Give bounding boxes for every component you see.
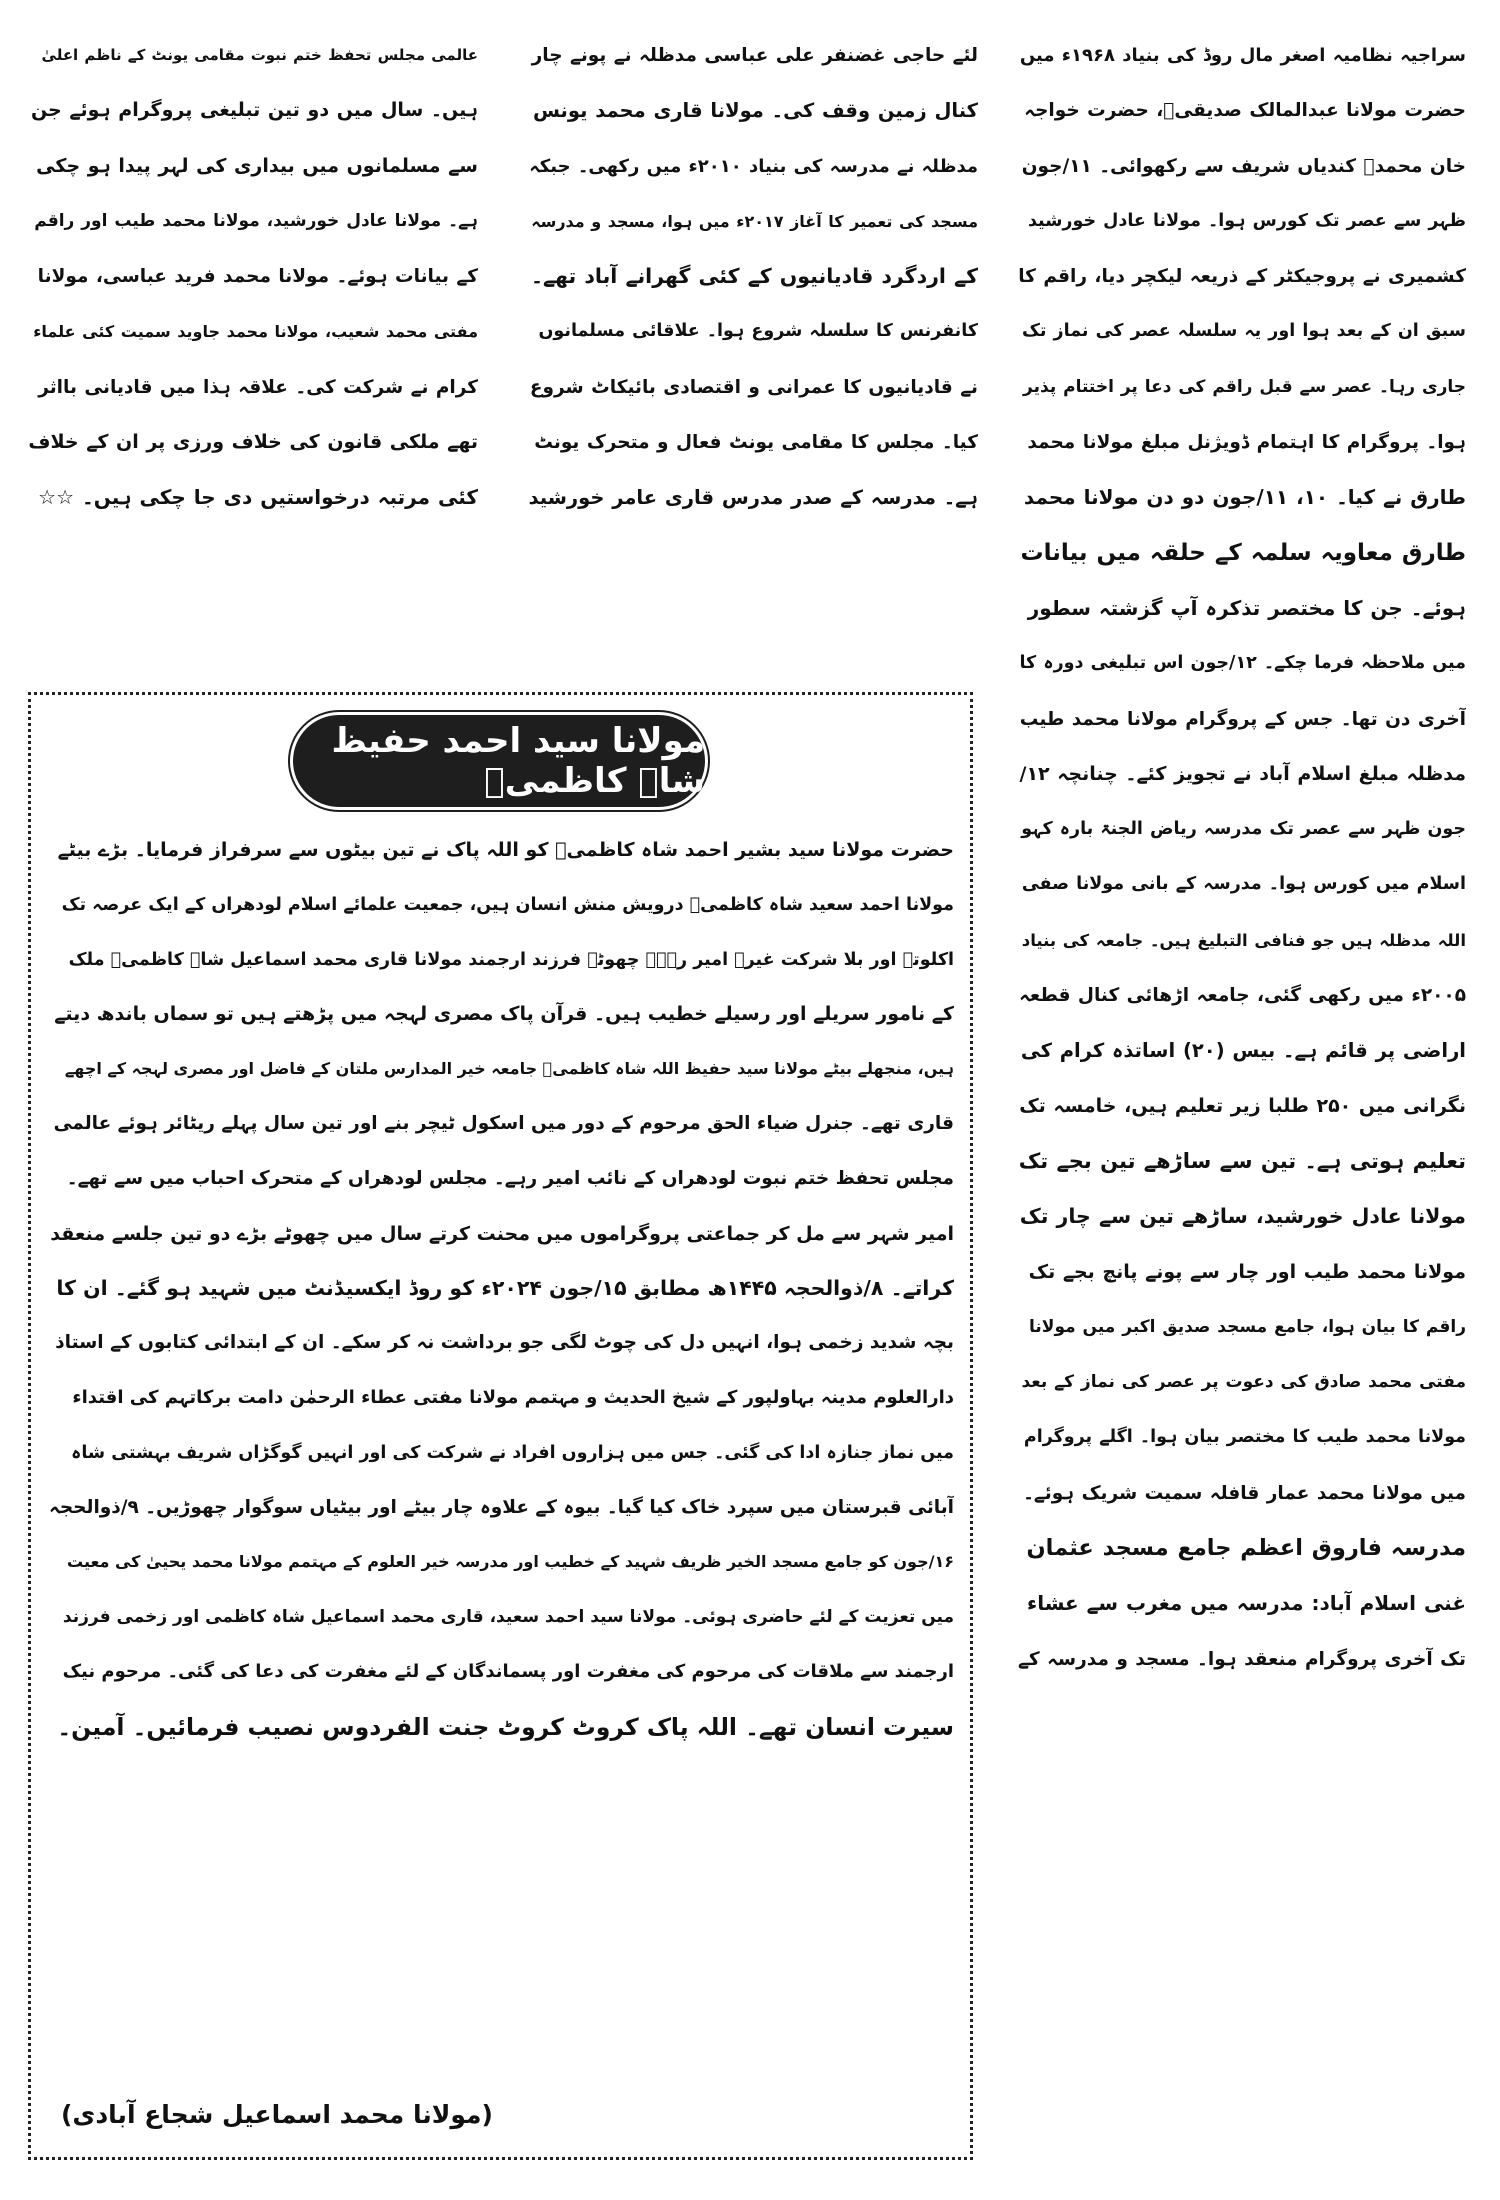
- article-line: کے نامور سریلے اور رسیلے خطیب ہیں۔ قرآن پاک مصری لہجہ میں پڑھتے ہیں تو سماں باندھ دیتے: [54, 1003, 954, 1026]
- column-line: مولانا محمد طیب کا مختصر بیان ہوا۔ اگلے پروگرام: [1023, 1427, 1466, 1448]
- column-right: [1018, 28, 1466, 1687]
- column-middle: [528, 28, 978, 526]
- article-line: بچہ شدید زخمی ہوا، انہیں دل کی چوٹ لگی جو برداشت نہ کر سکے۔ ان کے ابتدائی کتابوں کے استاذ: [55, 1332, 954, 1354]
- column-line: کشمیری نے پروجیکٹر کے ذریعہ لیکچر دیا، راقم کا: [1018, 266, 1466, 288]
- column-line: آخری دن تھا۔ جس کے پروگرام مولانا محمد طیب: [1019, 708, 1466, 730]
- article-line: ہیں، منجھلے بیٹے مولانا سید حفیظ اللہ شاہ کاظمیؒ جامعہ خیر المدارس ملتان کے فاضل اور مصری لہجہ کے اچھے: [64, 1059, 954, 1079]
- column-line: کے اردگرد قادیانیوں کے کئی گھرانے آباد تھے۔: [531, 264, 978, 289]
- column-line: سبق ان کے بعد ہوا اور یہ سلسلہ عصر کی نماز تک: [1021, 321, 1466, 342]
- column-line: اراضی پر قائم ہے۔ بیس (۲۰) اساتذہ کرام کی: [1020, 1039, 1466, 1063]
- column-line: لئے حاجی غضنفر علی عباسی مدظلہ نے پونے چار: [531, 45, 978, 66]
- column-line: مولانا عادل خورشید، ساڑھے تین سے چار تک: [1019, 1204, 1466, 1229]
- column-line: جون ظہر سے عصر تک مدرسہ ریاض الجنۃ بارہ کہو: [1021, 819, 1466, 840]
- obituary-box: [28, 692, 973, 2160]
- column-line: کے بیانات ہوئے۔ مولانا محمد فرید عباسی، مولانا: [37, 266, 478, 288]
- column-line: عالمی مجلس تحفظ ختم نبوت مقامی یونٹ کے ناظم اعلیٰ: [41, 46, 478, 64]
- column-line: خان محمدؒ کندیاں شریف سے رکھوائی۔ ۱۱/جون: [1021, 155, 1466, 177]
- column-line: طارق نے کیا۔ ۱۰، ۱۱/جون دو دن مولانا محمد: [1023, 485, 1466, 510]
- column-line: مولانا محمد طیب اور چار سے پونے پانچ بجے تک: [1028, 1260, 1466, 1283]
- column-line: راقم کا بیان ہوا، جامع مسجد صدیق اکبر میں مولانا: [1029, 1316, 1466, 1337]
- article-line: آبائی قبرستان میں سپرد خاک کیا گیا۔ بیوہ کے علاوہ چار بیٹے اور بیٹیاں سوگوار چھوڑیں۔ ۹/ذوالحجہ: [49, 1496, 954, 1518]
- article-line: میں نماز جنازہ ادا کی گئی۔ جس میں ہزاروں افراد نے شرکت کی اور انہیں گوگڑاں شریف بہشتی شاہ: [71, 1442, 954, 1463]
- article-line: ارجمند سے ملاقات کی مرحوم کی مغفرت اور پسماندگان کے لئے مغفرت کی دعا کی گئی۔ مرحوم نیک: [62, 1660, 954, 1682]
- column-line: ۲۰۰۵ء میں رکھی گئی، جامعہ اڑھائی کنال قطعہ: [1019, 985, 1466, 1007]
- article-line: دارالعلوم مدینہ بہاولپور کے شیخ الحدیث و مہتمم مولانا مفتی عطاء الرحمٰن دامت برکاتہم کی اقتداء: [72, 1386, 954, 1408]
- column-line: ہے۔ مولانا عادل خورشید، مولانا محمد طیب اور راقم: [34, 210, 478, 231]
- column-line: ہیں۔ سال میں دو تین تبلیغی پروگرام ہوئے جن: [30, 99, 478, 122]
- column-line: جاری رہا۔ عصر سے قبل راقم کی دعا پر اختتام پذیر: [1023, 376, 1466, 397]
- column-line: کانفرنس کا سلسلہ شروع ہوا۔ علاقائی مسلمانوں: [538, 321, 978, 342]
- column-line: نے قادیانیوں کا عمرانی و اقتصادی بائیکاٹ شروع: [529, 376, 978, 398]
- column-line: غنی اسلام آباد: مدرسہ میں مغرب سے عشاء: [1026, 1591, 1466, 1616]
- column-left: [28, 28, 478, 526]
- column-line: مدظلہ مبلغ اسلام آباد نے تجویز کئے۔ چنانچہ ۱۲/: [1019, 762, 1466, 785]
- article-line: مجلس تحفظ ختم نبوت لودھراں کے نائب امیر رہے۔ مجلس لودھراں کے متحرک احباب میں سے تھے۔: [66, 1167, 954, 1189]
- column-line: مدرسہ فاروق اعظم جامع مسجد عثمان: [1026, 1535, 1466, 1562]
- article-line: کراتے۔ ۸/ذوالحجہ ۱۴۴۵ھ مطابق ۱۵/جون ۲۰۲۴ء کو روڈ ایکسیڈنٹ میں شہید ہو گئے۔ ان کا: [56, 1276, 954, 1301]
- column-line: حضرت مولانا عبدالمالک صدیقیؒ، حضرت خواجہ: [1024, 100, 1466, 122]
- column-line: میں مولانا محمد عمار قافلہ سمیت شریک ہوئے۔: [1023, 1482, 1466, 1504]
- article-body: [49, 823, 954, 1755]
- column-line: میں ملاحظہ فرما چکے۔ ۱۲/جون اس تبلیغی دورہ کا: [1019, 653, 1466, 674]
- article-byline: (مولانا محمد اسماعیل شجاع آبادی): [61, 2100, 493, 2129]
- article-line: مولانا احمد سعید شاہ کاظمیؒ درویش منش انسان ہیں، جمعیت علمائے اسلام لودھراں کے ایک عرصہ تک: [61, 894, 954, 915]
- column-line: کئی مرتبہ درخواستیں دی جا چکی ہیں۔ ☆☆: [38, 485, 478, 510]
- article-line: اکلوتے اور بلا شرکت غیرے امیر رہے۔ چھوٹے فرزند ارجمند مولانا قاری محمد اسماعیل شاہ کاظمیؒ ملک: [68, 949, 954, 970]
- column-line: اسلام میں کورس ہوا۔ مدرسہ کے بانی مولانا صفی: [1021, 874, 1466, 895]
- column-line: تھے ملکی قانون کی خلاف ورزی پر ان کے خلاف: [28, 431, 478, 454]
- column-line: ظہر سے عصر تک کورس ہوا۔ مولانا عادل خورشید: [1027, 210, 1466, 231]
- column-line: ہے۔ مدرسہ کے صدر مدرس قاری عامر خورشید: [528, 486, 978, 510]
- article-line: سیرت انسان تھے۔ اللہ پاک کروٹ کروٹ جنت الفردوس نصیب فرمائیں۔ آمین۔: [57, 1712, 954, 1741]
- column-line: کرام نے شرکت کی۔ علاقہ ہذا میں قادیانی بااثر: [38, 376, 478, 398]
- column-line: سے مسلمانوں میں بیداری کی لہر پیدا ہو چکی: [36, 154, 478, 177]
- column-line: سراجیہ نظامیہ اصغر مال روڈ کی بنیاد ۱۹۶۸ء میں: [1019, 45, 1466, 66]
- column-line: تعلیم ہوتی ہے۔ تین سے ساڑھے تین بجے تک: [1018, 1148, 1466, 1173]
- article-line: قاری تھے۔ جنرل ضیاء الحق مرحوم کے دور میں اسکول ٹیچر بنے اور تین سال پہلے ریٹائر ہوئے عالمی: [53, 1112, 954, 1134]
- column-line: کنال زمین وقف کی۔ مولانا قاری محمد یونس: [532, 99, 978, 123]
- article-title: مولانا سید احمد حفیظ شاہ کاظمیؒ: [293, 715, 705, 807]
- column-line: اللہ مدظلہ ہیں جو فنافی التبلیغ ہیں۔ جامعہ کی بنیاد: [1021, 930, 1466, 950]
- column-line: طارق معاویہ سلمہ کے حلقہ میں بیانات: [1020, 539, 1466, 566]
- column-line: مفتی محمد صادق کی دعوت پر عصر کی نماز کے بعد: [1021, 1372, 1466, 1393]
- column-line: کیا۔ مجلس کا مقامی یونٹ فعال و متحرک یونٹ: [534, 432, 978, 454]
- article-line: حضرت مولانا سید بشیر احمد شاہ کاظمیؒ کو اللہ پاک نے تین بیٹوں سے سرفراز فرمایا۔ بڑے بیٹے: [57, 839, 954, 861]
- column-line: مفتی محمد شعیب، مولانا محمد جاوید سمیت کئی علماء: [33, 322, 478, 342]
- column-line: ہوا۔ پروگرام کا اہتمام ڈویژنل مبلغ مولانا محمد: [1027, 432, 1466, 454]
- article-line: ۱۶/جون کو جامع مسجد الخیر ظریف شہید کے خطیب اور مدرسہ خیر العلوم کے مہتمم مولانا محمد یحییٰ کی معیت: [67, 1552, 954, 1572]
- column-line: ہوئے۔ جن کا مختصر تذکرہ آپ گزشتہ سطور: [1027, 595, 1466, 620]
- column-line: تک آخری پروگرام منعقد ہوا۔ مسجد و مدرسہ کے: [1018, 1648, 1466, 1670]
- article-line: میں تعزیت کے لئے حاضری ہوئی۔ مولانا سید احمد سعید، قاری محمد اسماعیل شاہ کاظمی اور زخمی فرزند: [62, 1607, 954, 1628]
- column-line: مسجد کی تعمیر کا آغاز ۲۰۱۷ء میں ہوا، مسجد و مدرسہ: [531, 211, 978, 231]
- article-line: امیر شہر سے مل کر جماعتی پروگراموں میں محنت کرتے سال میں چھوٹے بڑے دو تین جلسے منعقد: [50, 1222, 954, 1245]
- column-line: نگرانی میں ۲۵۰ طلبا زیر تعلیم ہیں، خامسہ تک: [1019, 1094, 1466, 1117]
- column-line: مدظلہ نے مدرسہ کی بنیاد ۲۰۱۰ء میں رکھی۔ جبکہ: [529, 155, 978, 177]
